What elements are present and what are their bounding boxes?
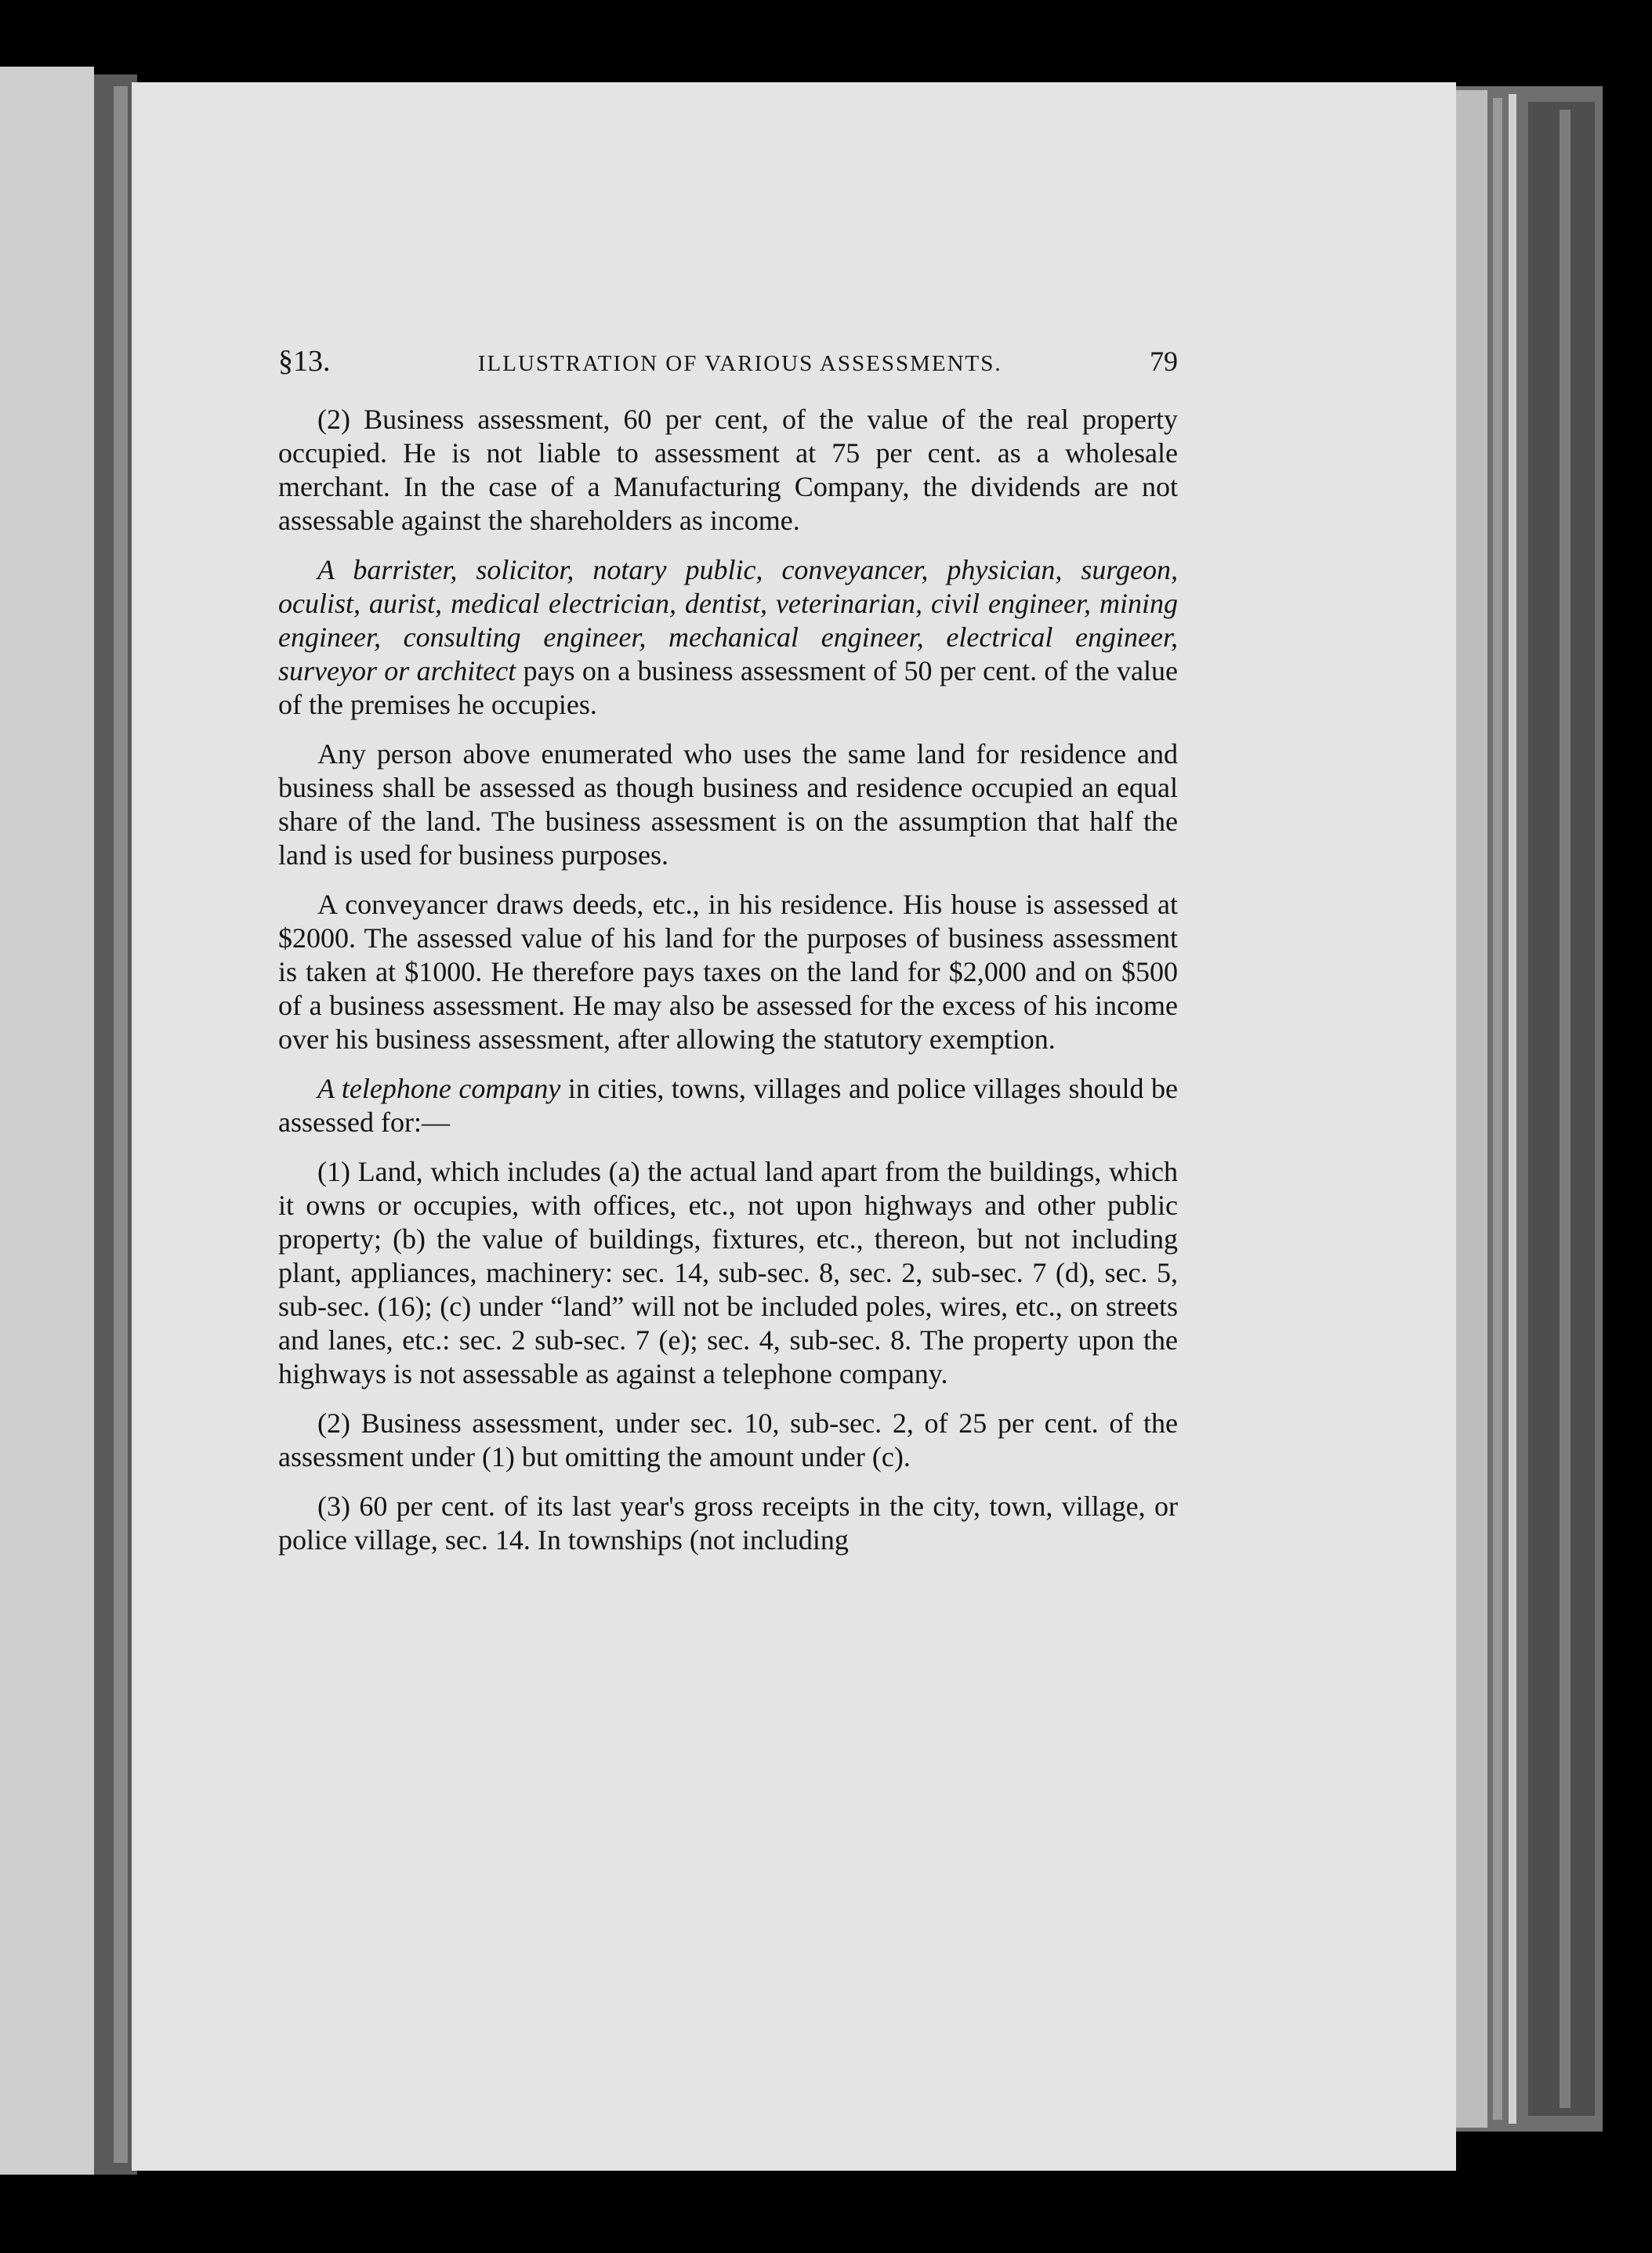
left-page-edge bbox=[0, 67, 94, 2175]
paragraph bbox=[278, 1490, 1178, 1557]
paragraph-text: Any person above enumerated who uses the same land for residence and business shall be assessed as though business and residence occupied an equal share of the land. The business assessment is on the assumption that half the land is used for business purposes. bbox=[278, 738, 1178, 871]
paragraph bbox=[278, 1155, 1178, 1391]
paragraph bbox=[278, 553, 1178, 722]
running-head bbox=[278, 345, 1178, 381]
italic-lead: A telephone company bbox=[317, 1073, 561, 1104]
paragraph-text: (2) Business assessment, 60 per cent, of the value of the real property occupied. He is not liable to assessment at 75 per cent. as a wholesale merchant. In the case of a Manufacturing Company, the dividends are not assessable against the shareholders as income. bbox=[278, 404, 1178, 536]
paragraph bbox=[278, 403, 1178, 538]
paragraph-text: pays on a business assessment of 50 per cent. of the value of the premises he occupies. bbox=[278, 655, 1178, 720]
paragraph-text: in cities, towns, villages and police villages should be assessed for:— bbox=[278, 1073, 1179, 1138]
paragraph bbox=[278, 888, 1178, 1056]
paragraph-text: A conveyancer draws deeds, etc., in his residence. His house is assessed at $2000. The assessed value of his land for the purposes of business assessment is taken at $1000. He therefore pays taxes on the land for $2,000 and on $500 of a business assessment. He may also be assessed for the excess of his income over his business assessment, after allowing the statutory exemption. bbox=[278, 889, 1178, 1055]
paragraph-text: (3) 60 per cent. of its last year's gross receipts in the city, town, village, or police village, sec. 14. In townships (not including bbox=[278, 1491, 1178, 1556]
paragraph-text: (2) Business assessment, under sec. 10, sub-sec. 2, of 25 per cent. of the assessment under (1) but omitting the amount under (c). bbox=[278, 1407, 1178, 1472]
paragraph bbox=[278, 1407, 1178, 1474]
page-number: 79 bbox=[1149, 346, 1178, 377]
italic-lead: A barrister, solicitor, notary public, conveyancer, physician, surgeon, oculist, aurist, medical electrician, dentist, veterinarian, civil engineer, mining engineer, consulting engineer, mechanical engineer, electrical engineer, surveyor or architect bbox=[278, 554, 1178, 686]
page-text bbox=[278, 345, 1178, 1573]
paragraph bbox=[278, 1072, 1178, 1139]
paragraph-text: (1) Land, which includes (a) the actual land apart from the buildings, which it owns or occupies, with offices, etc., not upon highways and other public property; (b) the value of buildings, fixtures, etc., thereon, but not including plant, appliances, machinery: sec. 14, sub-sec. 8, sec. 2, sub-sec. 7 (d), sec. 5, sub-sec. (16); (c) under “land” will not be included poles, wires, etc., on streets and lanes, etc.: sec. 2 sub-sec. 7 (e); sec. 4, sub-sec. 8. The property upon the highways is not assessable as against a telephone company. bbox=[278, 1156, 1178, 1389]
paragraph bbox=[278, 737, 1178, 872]
section-number: §13. bbox=[278, 345, 331, 378]
running-title: ILLUSTRATION OF VARIOUS ASSESSMENTS. bbox=[477, 351, 1002, 376]
